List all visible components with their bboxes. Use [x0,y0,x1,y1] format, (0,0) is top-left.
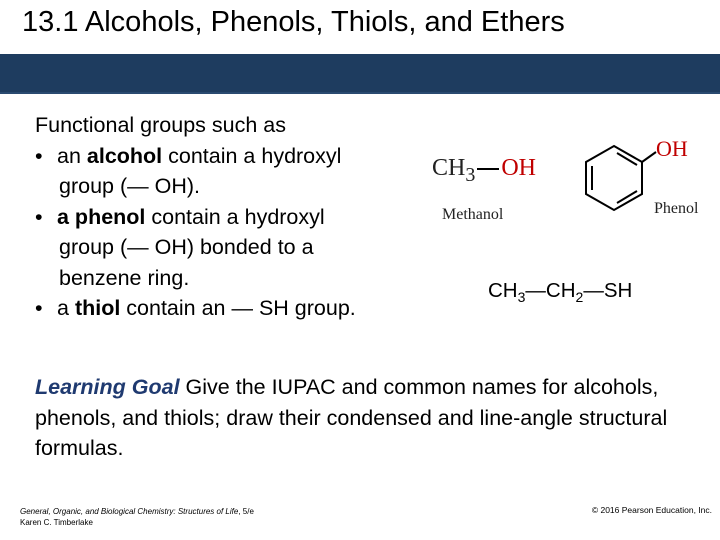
footer-citation [20,506,254,528]
bullet-text: contain an — SH group. [120,296,356,320]
learning-goal [35,372,695,464]
thiol-ch3: CH [488,279,518,302]
learning-goal-label: Learning Goal [35,375,180,399]
thiol-ch2-subscript: 2 [575,289,584,306]
methanol-bond [477,168,499,170]
bullet-text: a [57,296,75,320]
methanol-ch3-subscript: 3 [465,163,476,186]
thiol-formula [488,279,632,305]
intro-text: Functional groups such as [35,113,286,137]
methanol-caption: Methanol [442,206,504,223]
footer-author: Karen C. Timberlake [20,518,93,527]
thiol-ch3-subscript: 3 [517,289,526,306]
header-band [0,54,720,92]
slide-title: 13.1 Alcohols, Phenols, Thiols, and Ethers [22,6,565,38]
bullet-keyword-thiol: thiol [74,296,121,320]
bullet-continuation: benzene ring. [59,265,190,290]
bullet-marker: • [35,143,43,168]
phenol-caption: Phenol [654,200,699,217]
bullet-marker: • [35,296,43,320]
bullet-keyword-phenol: a phenol [57,204,146,229]
methanol-ch: CH [432,155,466,181]
bullet-text: contain a hydroxyl [145,204,325,229]
bullet-thiol [35,293,455,324]
bullet-phenol [35,202,455,233]
bullet-text: contain a hydroxyl [162,143,342,168]
bullet-continuation: group (— OH) bonded to a [59,235,314,259]
phenol-oh: OH [656,136,688,161]
footer-edition: , 5/e [238,507,254,516]
bullet-continuation: group (— OH). [59,174,200,198]
benzene-ring-icon [570,132,660,222]
methanol-oh: OH [501,155,537,181]
thiol-bond: — [525,279,546,302]
thiol-sh: SH [603,279,633,302]
bullet-keyword-alcohol: alcohol [86,143,163,168]
bullet-alcohol [35,141,455,172]
methanol-ch3 [432,155,476,186]
footer-copyright: © 2016 Pearson Education, Inc. [591,505,712,515]
bullet-text: an [57,143,87,168]
footer-book-title: General, Organic, and Biological Chemistry: Structures of Life [20,507,239,516]
thiol-bond: — [583,279,604,302]
body-text [35,110,455,324]
thiol-ch2: CH [545,279,576,302]
methanol-formula [432,155,536,187]
header-divider [0,92,720,94]
learning-goal-text: Give the IUPAC and common names for alcohols, phenols, and thiols; draw their condensed and line-angle structural formulas. [35,375,668,460]
bullet-marker: • [35,204,43,229]
